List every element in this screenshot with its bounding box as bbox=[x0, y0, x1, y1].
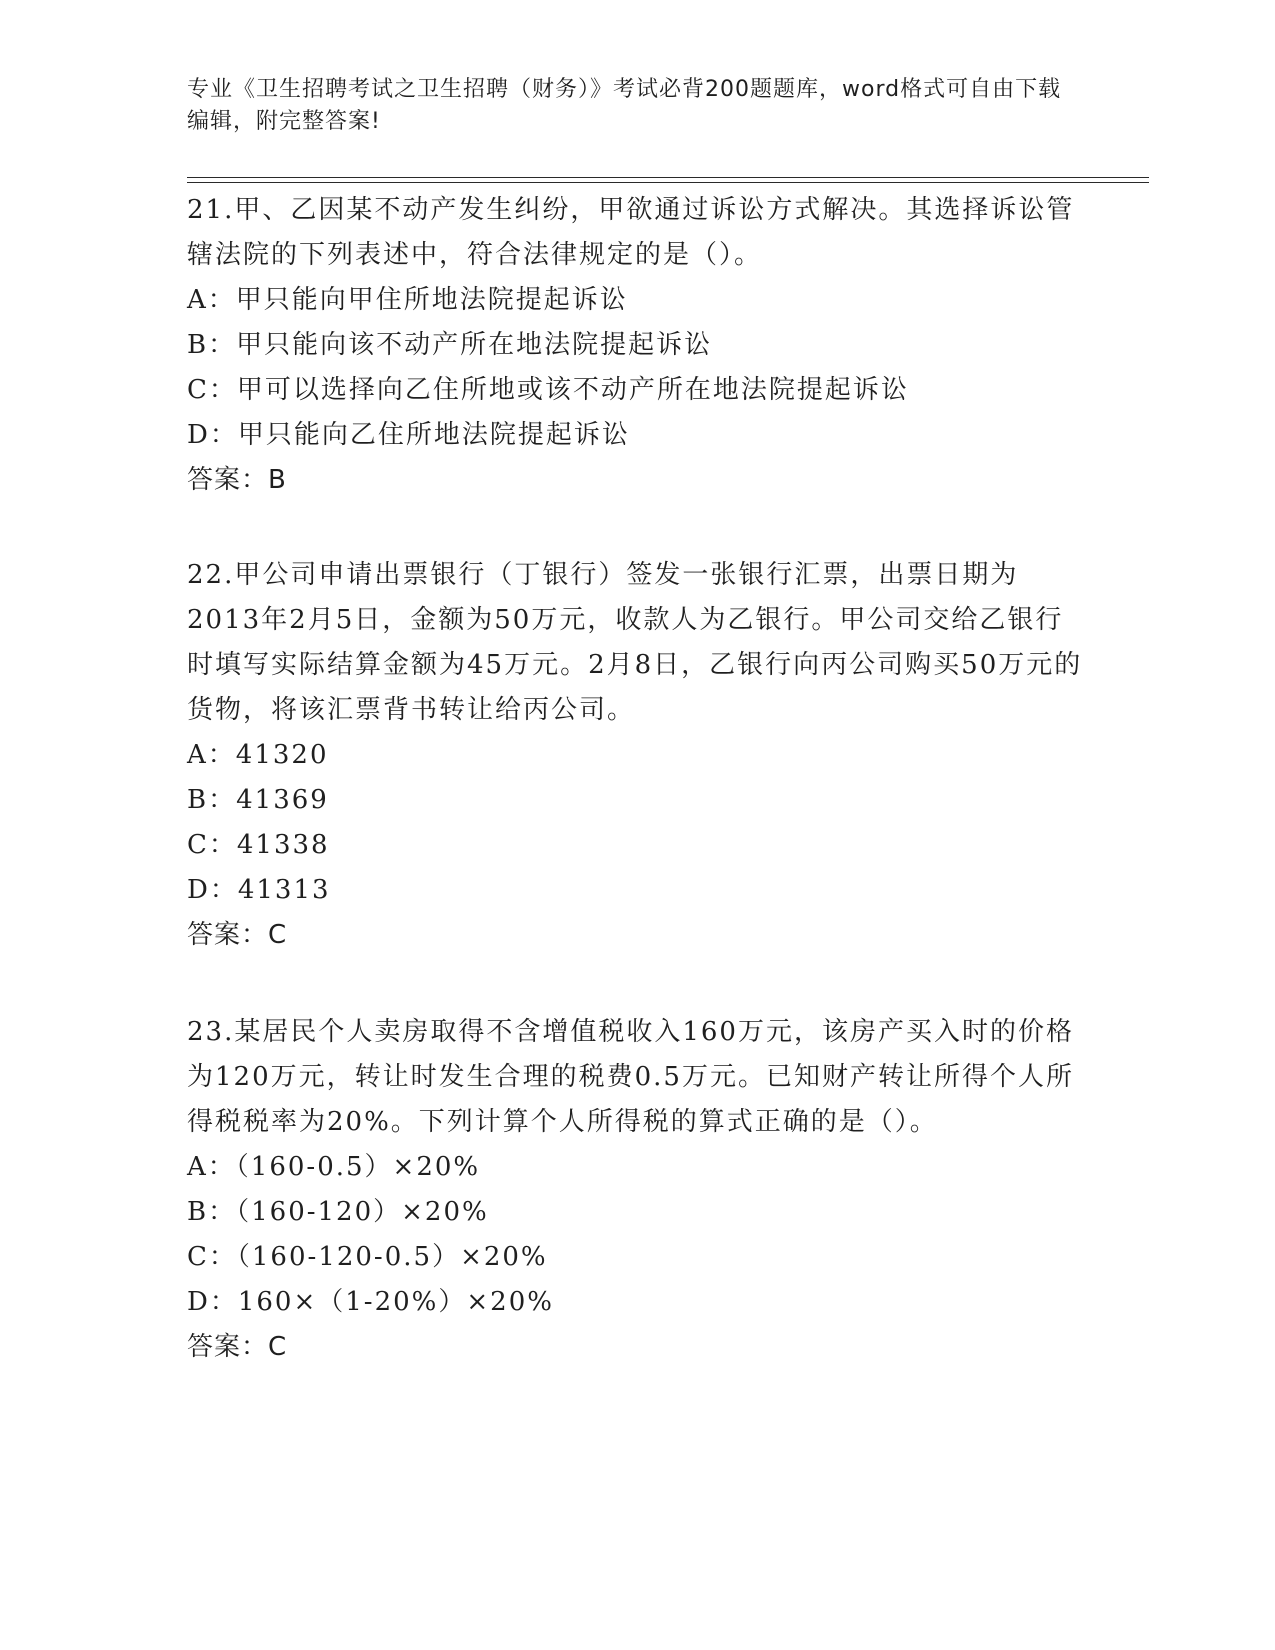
answer-line: 答案：B bbox=[187, 465, 287, 495]
option-b: B：41369 bbox=[187, 785, 329, 815]
option-c: C：（160-120-0.5）×20% bbox=[187, 1242, 548, 1272]
option-a: A：41320 bbox=[187, 740, 329, 770]
option-d: D：41313 bbox=[187, 875, 331, 905]
question-23 bbox=[187, 1010, 1087, 1370]
option-b: B：（160-120）×20% bbox=[187, 1197, 489, 1227]
question-stem: 21.甲、乙因某不动产发生纠纷，甲欲通过诉讼方式解决。其选择诉讼管辖法院的下列表述中，符合法律规定的是（）。 bbox=[187, 195, 1075, 270]
option-b: B：甲只能向该不动产所在地法院提起诉讼 bbox=[187, 330, 713, 360]
document-header: 专业《卫生招聘考试之卫生招聘（财务）》考试必背200题题库，word格式可自由下载编辑，附完整答案! bbox=[187, 77, 1062, 134]
question-stem: 22.甲公司申请出票银行（丁银行）签发一张银行汇票，出票日期为2013年2月5日，金额为50万元，收款人为乙银行。甲公司交给乙银行时填写实际结算金额为45万元。2月8日，乙银行向丙公司购买50万元的货物，将该汇票背书转让给丙公司。 bbox=[187, 560, 1083, 725]
option-a: A：甲只能向甲住所地法院提起诉讼 bbox=[187, 285, 628, 315]
option-d: D：160×（1-20%）×20% bbox=[187, 1287, 554, 1317]
option-a: A：（160-0.5）×20% bbox=[187, 1152, 481, 1182]
option-c: C：41338 bbox=[187, 830, 330, 860]
header-divider-bottom bbox=[187, 182, 1149, 183]
header-divider-top bbox=[187, 177, 1149, 178]
option-d: D：甲只能向乙住所地法院提起诉讼 bbox=[187, 420, 630, 450]
answer-line: 答案：C bbox=[187, 920, 288, 950]
answer-line: 答案：C bbox=[187, 1332, 288, 1362]
option-c: C：甲可以选择向乙住所地或该不动产所在地法院提起诉讼 bbox=[187, 375, 909, 405]
question-22 bbox=[187, 553, 1087, 958]
question-21 bbox=[187, 188, 1087, 503]
question-stem: 23.某居民个人卖房取得不含增值税收入160万元，该房产买入时的价格为120万元，转让时发生合理的税费0.5万元。已知财产转让所得个人所得税税率为20%。下列计算个人所得税的算式正确的是（）。 bbox=[187, 1017, 1074, 1137]
